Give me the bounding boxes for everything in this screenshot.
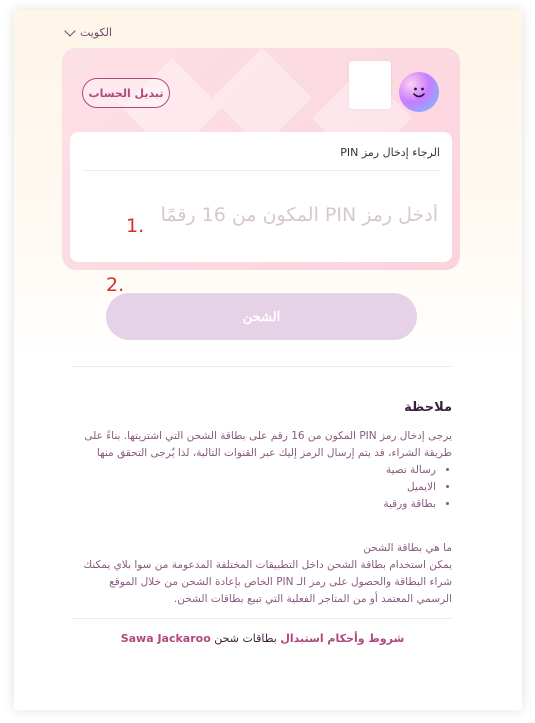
note-body	[76, 428, 452, 513]
what-is-section	[76, 540, 452, 608]
avatar[interactable]	[399, 72, 439, 112]
pin-label: الرجاء إدخال رمز PIN	[340, 146, 440, 159]
what-is-text: يمكن استخدام بطاقة الشحن داخل التطبيقات المختلفة المدعومة من سوا بلاي يمكنك شراء البطاقة والحصول على رمز الـ PIN الخاص بإعادة الشحن من خلال الموقع الرسمي المعتمد أو من المتاجر الفعلية التي تبيع بطاقات الشحن.	[83, 559, 452, 605]
smiley-icon	[408, 81, 430, 103]
app-logo	[349, 61, 391, 109]
pin-panel	[70, 132, 452, 262]
note-title: ملاحظة	[404, 400, 452, 415]
pin-divider	[82, 170, 440, 171]
chevron-down-icon	[64, 25, 75, 36]
region-selector[interactable]	[66, 26, 112, 39]
page-frame	[14, 10, 522, 710]
annotation-2: 2.	[106, 274, 125, 296]
switch-account-button[interactable]: تبديل الحساب	[82, 78, 170, 108]
recharge-card	[62, 48, 460, 270]
region-label: الكويت	[80, 26, 113, 39]
list-item: • رسالة نصية	[76, 462, 436, 479]
list-item: • الايميل	[76, 479, 436, 496]
footer-brand: Sawa Jackaroo	[120, 632, 211, 645]
terms-link[interactable]: شروط وأحكام استبدال	[280, 632, 405, 645]
annotation-1: 1.	[126, 215, 145, 237]
channel-list	[76, 462, 452, 513]
charge-button[interactable]: الشحن	[106, 293, 417, 340]
footer	[72, 632, 453, 645]
what-is-title: ما هي بطاقة الشحن	[363, 542, 452, 554]
note-paragraph: يرجى إدخال رمز PIN المكون من 16 رقم على بطاقة الشحن التي اشتريتها. بناءً على طريقة الشراء، قد يتم إرسال الرمز إليك عبر القنوات التالية، لذا يُرجى التحقق منها	[84, 430, 452, 459]
footer-middle-text: بطاقات شحن	[214, 632, 277, 645]
footer-divider	[72, 618, 453, 619]
section-divider	[72, 366, 453, 367]
list-item: • بطاقة ورقية	[76, 496, 436, 513]
